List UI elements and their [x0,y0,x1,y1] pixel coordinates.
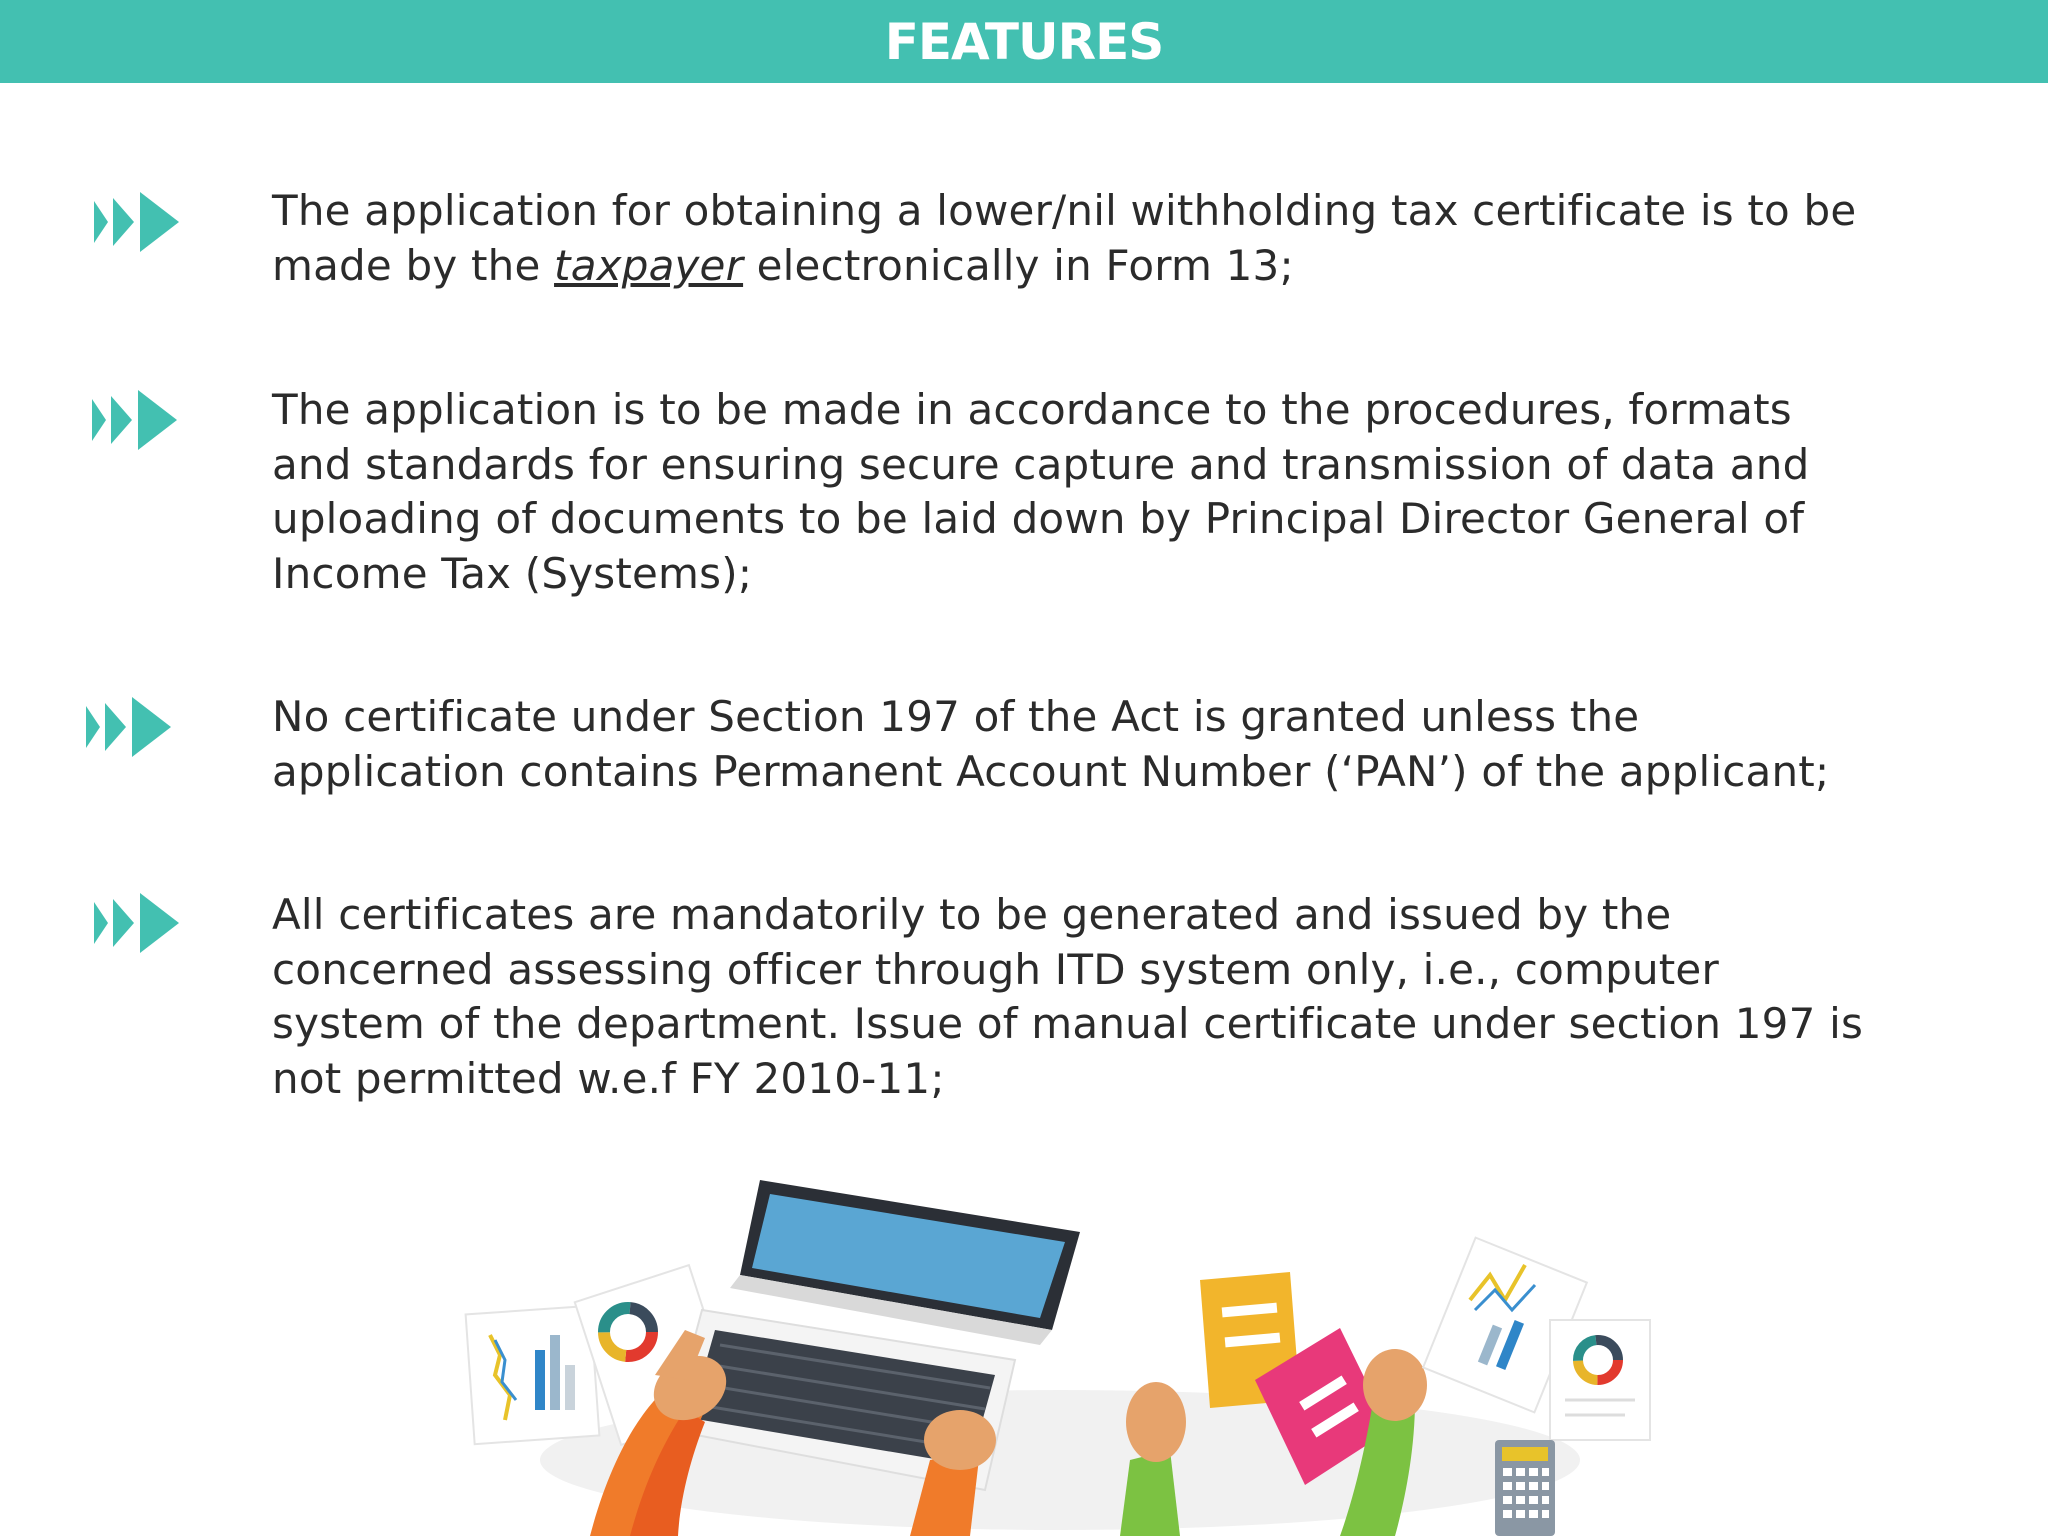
feature-text-part: electronically in Form 13; [743,240,1294,290]
header-bar [0,0,2048,83]
workspace-laptop-documents-illustration [440,1160,1680,1536]
chart-paper-icon [466,1306,600,1444]
triple-arrow-bullet-icon [94,187,189,257]
emphasized-term: taxpayer [554,240,744,290]
calculator-icon [1495,1440,1555,1536]
feature-text: The application is to be made in accordance to the procedures, formats and standards for ensuring secure capture and transmission of data and uploading of documents to be laid down by Principal Director General of Income Tax (Systems); [272,385,1810,598]
triple-arrow-bullet-icon [86,692,181,762]
feature-text-part: The application for obtaining a lower/nil withholding tax certificate is to be made by the [272,186,1857,290]
triple-arrow-bullet-icon [94,888,189,958]
triple-arrow-bullet-icon [92,385,187,455]
feature-text: No certificate under Section 197 of the Act is granted unless the application contains Permanent Account Number (‘PAN’) of the applicant; [272,692,1830,796]
page-title: FEATURES [884,12,1164,71]
donut-chart-paper-icon [1550,1320,1650,1440]
feature-text: All certificates are mandatorily to be generated and issued by the concerned assessing officer through ITD system only, i.e., computer system of the department. Issue of manual certificate under section 197 is not permitted w.e.f FY 2010-11; [272,890,1864,1103]
feature-text [272,184,1872,293]
